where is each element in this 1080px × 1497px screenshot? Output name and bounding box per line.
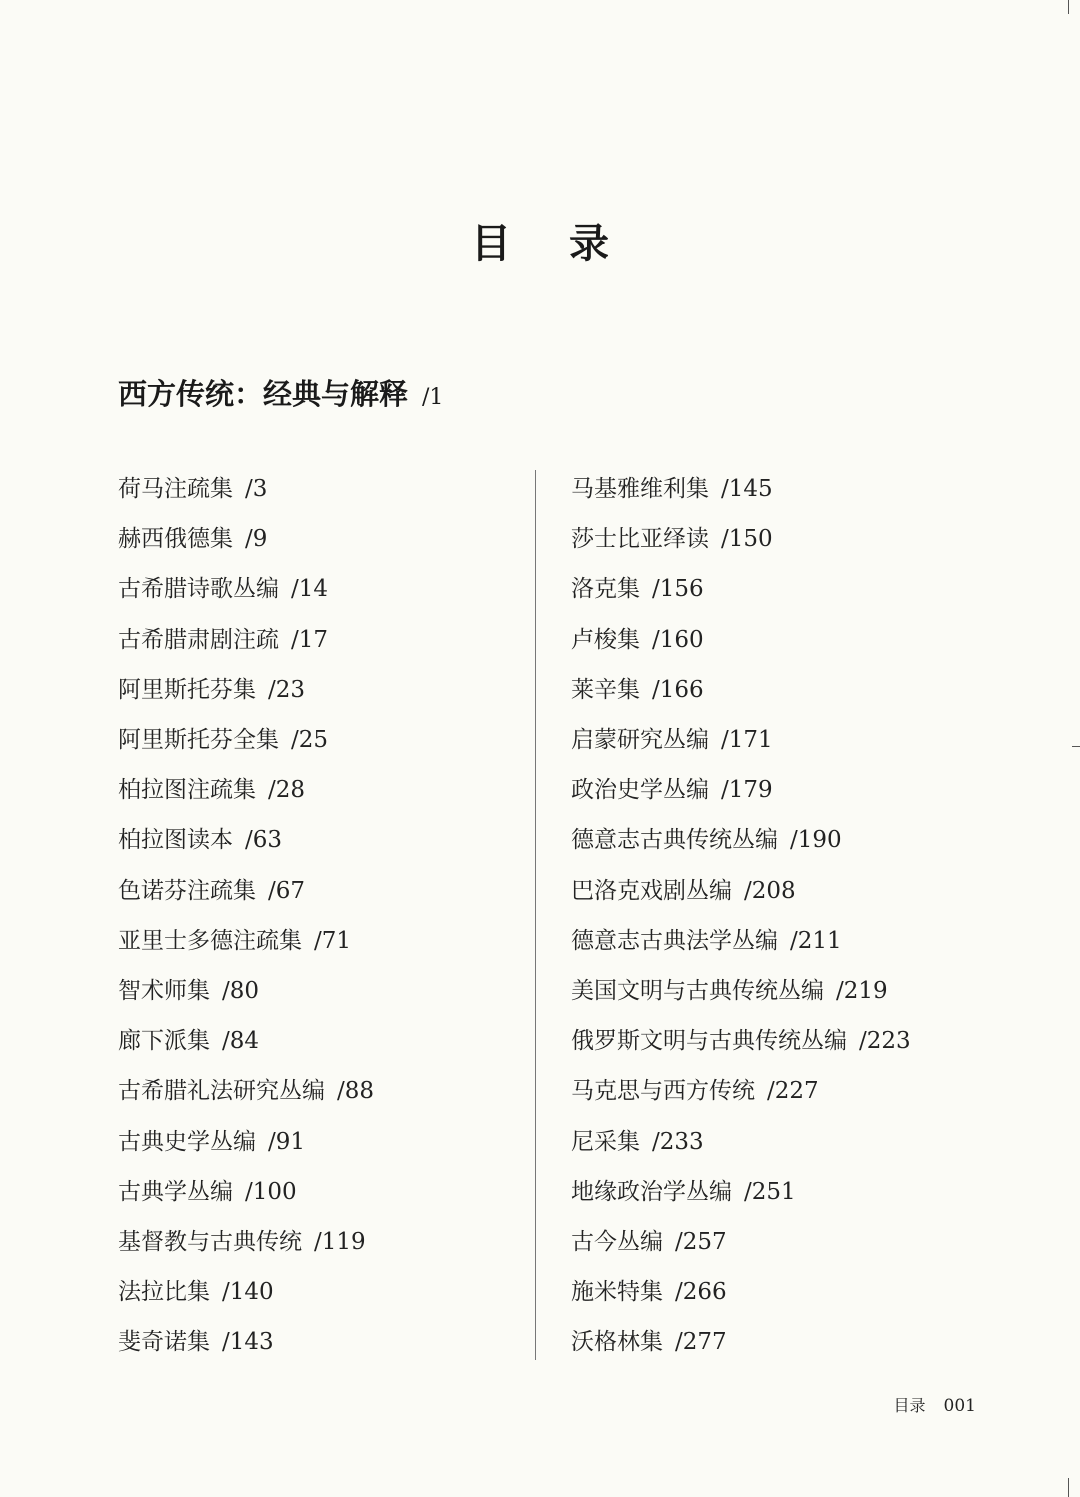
toc-entry [571,922,842,955]
toc-entry-page: /23 [268,676,306,703]
toc-entry-title: 荷马注疏集 [118,476,233,502]
toc-entry [118,972,259,1005]
toc-entry-title: 亚里士多德注疏集 [118,927,302,954]
toc-entry-page: /9 [245,526,268,553]
toc-entry-page: /91 [268,1128,306,1155]
toc-entry [571,1273,727,1306]
toc-entry-title: 古希腊礼法研究丛编 [118,1078,325,1105]
toc-entry [571,621,704,654]
toc-entry [118,1223,366,1256]
toc-entry-title: 柏拉图读本 [118,827,233,854]
toc-entry-page: /156 [652,576,704,603]
toc-entry-title: 卢梭集 [571,626,640,653]
toc-entry [571,520,773,553]
toc-entry-title: 智术师集 [118,978,210,1004]
toc-entry-title: 阿里斯托芬全集 [118,727,279,753]
toc-entry [571,470,773,503]
toc-entry [571,972,888,1005]
toc-entry-title: 廊下派集 [118,1028,210,1055]
toc-entry-page: /190 [790,827,842,854]
toc-entry [571,821,842,854]
toc-entry-page: /219 [836,978,888,1004]
toc-entry-title: 德意志古典传统丛编 [571,827,778,854]
toc-entry-title: 古希腊诗歌丛编 [118,576,279,603]
toc-entry [118,1022,259,1055]
toc-entry-page: /179 [721,777,773,804]
toc-entry-page: /145 [721,476,773,502]
toc-entry [118,1072,374,1105]
page-title: 目 录 [471,220,631,267]
toc-entry-page: /119 [314,1229,366,1255]
toc-entry [118,470,267,503]
toc-entry [118,771,305,804]
toc-entry [118,520,267,553]
toc-entry [571,1323,727,1356]
crop-mark-bottom-right [1068,1478,1069,1497]
toc-entry [571,1173,796,1206]
toc-entry-page: /3 [245,476,268,502]
toc-entry [571,1072,819,1105]
toc-entry-page: /67 [268,877,306,904]
toc-entry-title: 政治史学丛编 [571,777,709,804]
toc-entry-page: /71 [314,927,352,954]
toc-entry-page: /208 [744,877,796,904]
toc-entry-title: 古今丛编 [571,1229,663,1255]
toc-entry-title: 赫西俄德集 [118,526,233,553]
toc-entry-title: 马基雅维利集 [571,476,709,502]
toc-entry-title: 法拉比集 [118,1279,210,1306]
toc-entry-page: /100 [245,1178,297,1205]
toc-entry [118,1173,297,1206]
toc-entry-title: 基督教与古典传统 [118,1229,302,1255]
toc-entry-page: /63 [245,827,283,854]
footer-label: 目录 [893,1396,926,1415]
toc-entry-title: 尼采集 [571,1128,640,1155]
toc-entry [118,721,328,754]
toc-entry-page: /223 [859,1028,911,1055]
toc-entry-title: 巴洛克戏剧丛编 [571,877,732,904]
toc-entry-title: 启蒙研究丛编 [571,727,709,753]
toc-entry-page: /14 [291,576,329,603]
toc-entry-page: /251 [744,1178,796,1205]
toc-entry [118,821,282,854]
page-footer [894,1393,976,1416]
toc-entry [118,872,305,905]
toc-entry-page: /160 [652,626,704,653]
toc-entry-page: /28 [268,777,306,804]
toc-entry-title: 施米特集 [571,1279,663,1306]
toc-entry-title: 马克思与西方传统 [571,1078,755,1105]
toc-entry-page: /171 [721,727,773,753]
toc-entry [571,1223,727,1256]
toc-entry [118,671,305,704]
section-heading [118,372,443,413]
toc-entry-page: /80 [222,978,260,1004]
toc-entry-page: /257 [675,1229,727,1255]
toc-entry-page: /233 [652,1128,704,1155]
crop-mark-right-middle [1072,746,1080,747]
toc-entry [571,1022,911,1055]
toc-entry-page: /211 [790,927,842,954]
toc-entry-title: 阿里斯托芬集 [118,676,256,703]
toc-entry [571,872,796,905]
toc-entry-page: /140 [222,1279,274,1306]
toc-entry-title: 美国文明与古典传统丛编 [571,978,824,1004]
toc-entry-title: 斐奇诺集 [118,1329,210,1356]
toc-entry-page: /88 [337,1078,375,1105]
crop-mark-top-right [1068,0,1069,14]
toc-entry [571,1123,704,1156]
column-divider [535,470,536,1360]
toc-entry-title: 莱辛集 [571,676,640,703]
toc-entry-title: 德意志古典法学丛编 [571,927,778,954]
toc-entry-title: 地缘政治学丛编 [571,1178,732,1205]
toc-entry-page: /166 [652,676,704,703]
toc-entry [118,1323,274,1356]
toc-entry-title: 莎士比亚绎读 [571,526,709,553]
toc-entry [118,1123,305,1156]
toc-entry-title: 沃格林集 [571,1329,663,1356]
toc-entry-title: 俄罗斯文明与古典传统丛编 [571,1028,847,1055]
toc-entry [571,721,773,754]
toc-entry-page: /277 [675,1329,727,1356]
toc-entry [571,570,704,603]
toc-entry [118,570,328,603]
toc-entry [118,1273,274,1306]
toc-entry-title: 洛克集 [571,576,640,603]
toc-entry-title: 古希腊肃剧注疏 [118,626,279,653]
section-heading-text: 西方传统：经典与解释 [118,377,409,411]
toc-entry [118,621,328,654]
toc-entry-title: 柏拉图注疏集 [118,777,256,804]
toc-entry [571,671,704,704]
toc-entry [118,922,351,955]
toc-entry-page: /17 [291,626,329,653]
toc-entry-page: /84 [222,1028,260,1055]
toc-entry-page: /266 [675,1279,727,1306]
toc-entry-page: /227 [767,1078,819,1105]
toc-entry [571,771,773,804]
toc-entry-title: 色诺芬注疏集 [118,877,256,904]
toc-entry-title: 古典学丛编 [118,1178,233,1205]
toc-entry-title: 古典史学丛编 [118,1128,256,1155]
section-heading-page: /1 [422,385,444,410]
toc-entry-page: /150 [721,526,773,553]
footer-page-number: 001 [943,1396,976,1416]
toc-entry-page: /25 [291,727,329,753]
toc-entry-page: /143 [222,1329,274,1356]
